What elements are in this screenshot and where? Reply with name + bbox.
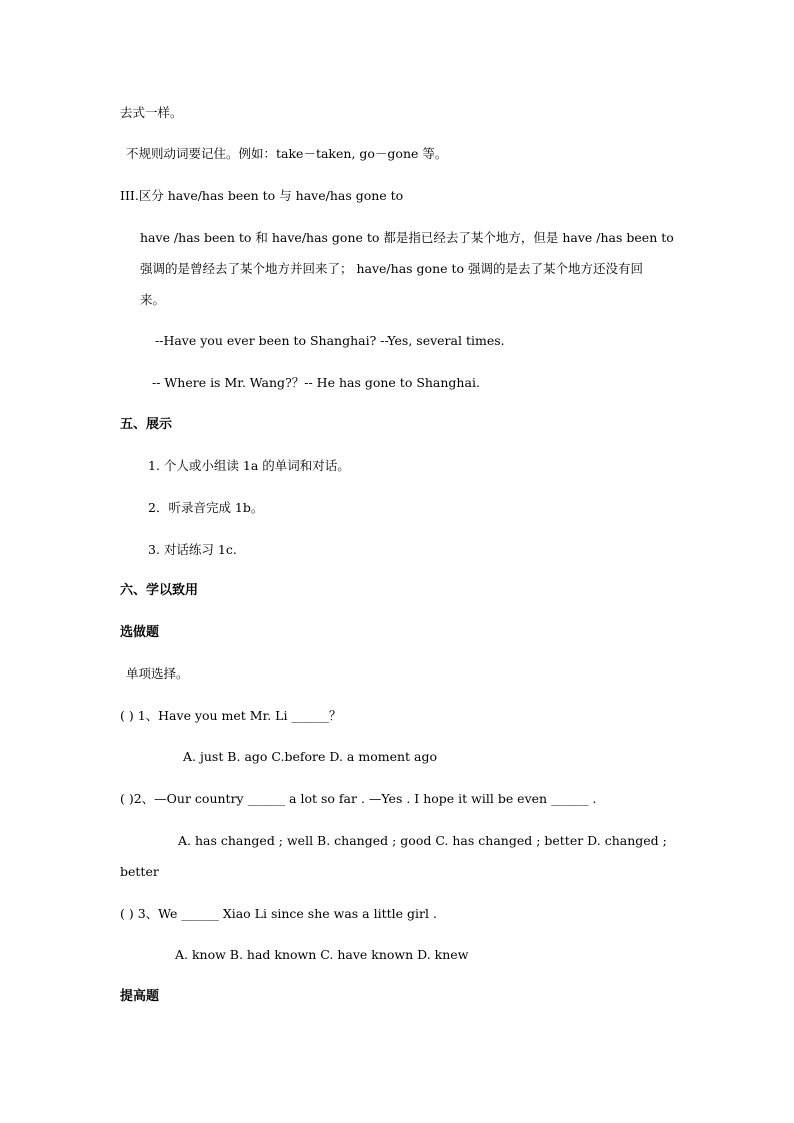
question-3: ( ) 3、We ______ Xiao Li since she was a little girl .	[120, 906, 437, 921]
paragraph-line: 来。	[140, 292, 166, 307]
question-1: ( ) 1、Have you met Mr. Li ______？	[120, 708, 342, 723]
subheading-advanced: 提高题	[120, 989, 160, 1004]
question-2-options-cont: better	[120, 864, 159, 879]
paragraph-line: 强调的是曾经去了某个地方并回来了； have/has gone to 强调的是去了某个地方还没有回	[140, 261, 644, 276]
paragraph-line: have /has been to 和 have/has gone to 都是指已经去了某个地方，但是 have /has been to	[140, 230, 674, 245]
question-2-options: A. has changed ; well B. changed ; good C. has changed ; better D. changed ;	[178, 833, 667, 848]
section-heading-5: 五、展示	[120, 417, 173, 432]
section-heading-III: III.区分 have/has been to 与 have/has gone to	[120, 188, 404, 203]
list-item: 3. 对话练习 1c.	[148, 542, 237, 557]
text-line: 去式一样。	[120, 105, 183, 120]
question-1-options: A. just B. ago C.before D. a moment ago	[183, 749, 437, 764]
example-line: --Have you ever been to Shanghai? --Yes, several times.	[155, 333, 505, 348]
list-item: 1. 个人或小组读 1a 的单词和对话。	[148, 458, 350, 473]
subheading-optional: 选做题	[120, 625, 160, 640]
example-line: -- Where is Mr. Wang?？-- He has gone to Shanghai.	[152, 375, 480, 390]
section-heading-6: 六、学以致用	[120, 583, 199, 598]
question-2: ( )2、—Our country ______ a lot so far . —Yes . I hope it will be even ______ .	[120, 791, 597, 806]
text-line: 不规则动词要记住。例如：take－taken, go－gone 等。	[126, 146, 448, 161]
instruction-text: 单项选择。	[126, 666, 189, 681]
question-3-options: A. know B. had known C. have known D. knew	[175, 947, 469, 962]
list-item: 2．听录音完成 1b。	[148, 500, 264, 515]
